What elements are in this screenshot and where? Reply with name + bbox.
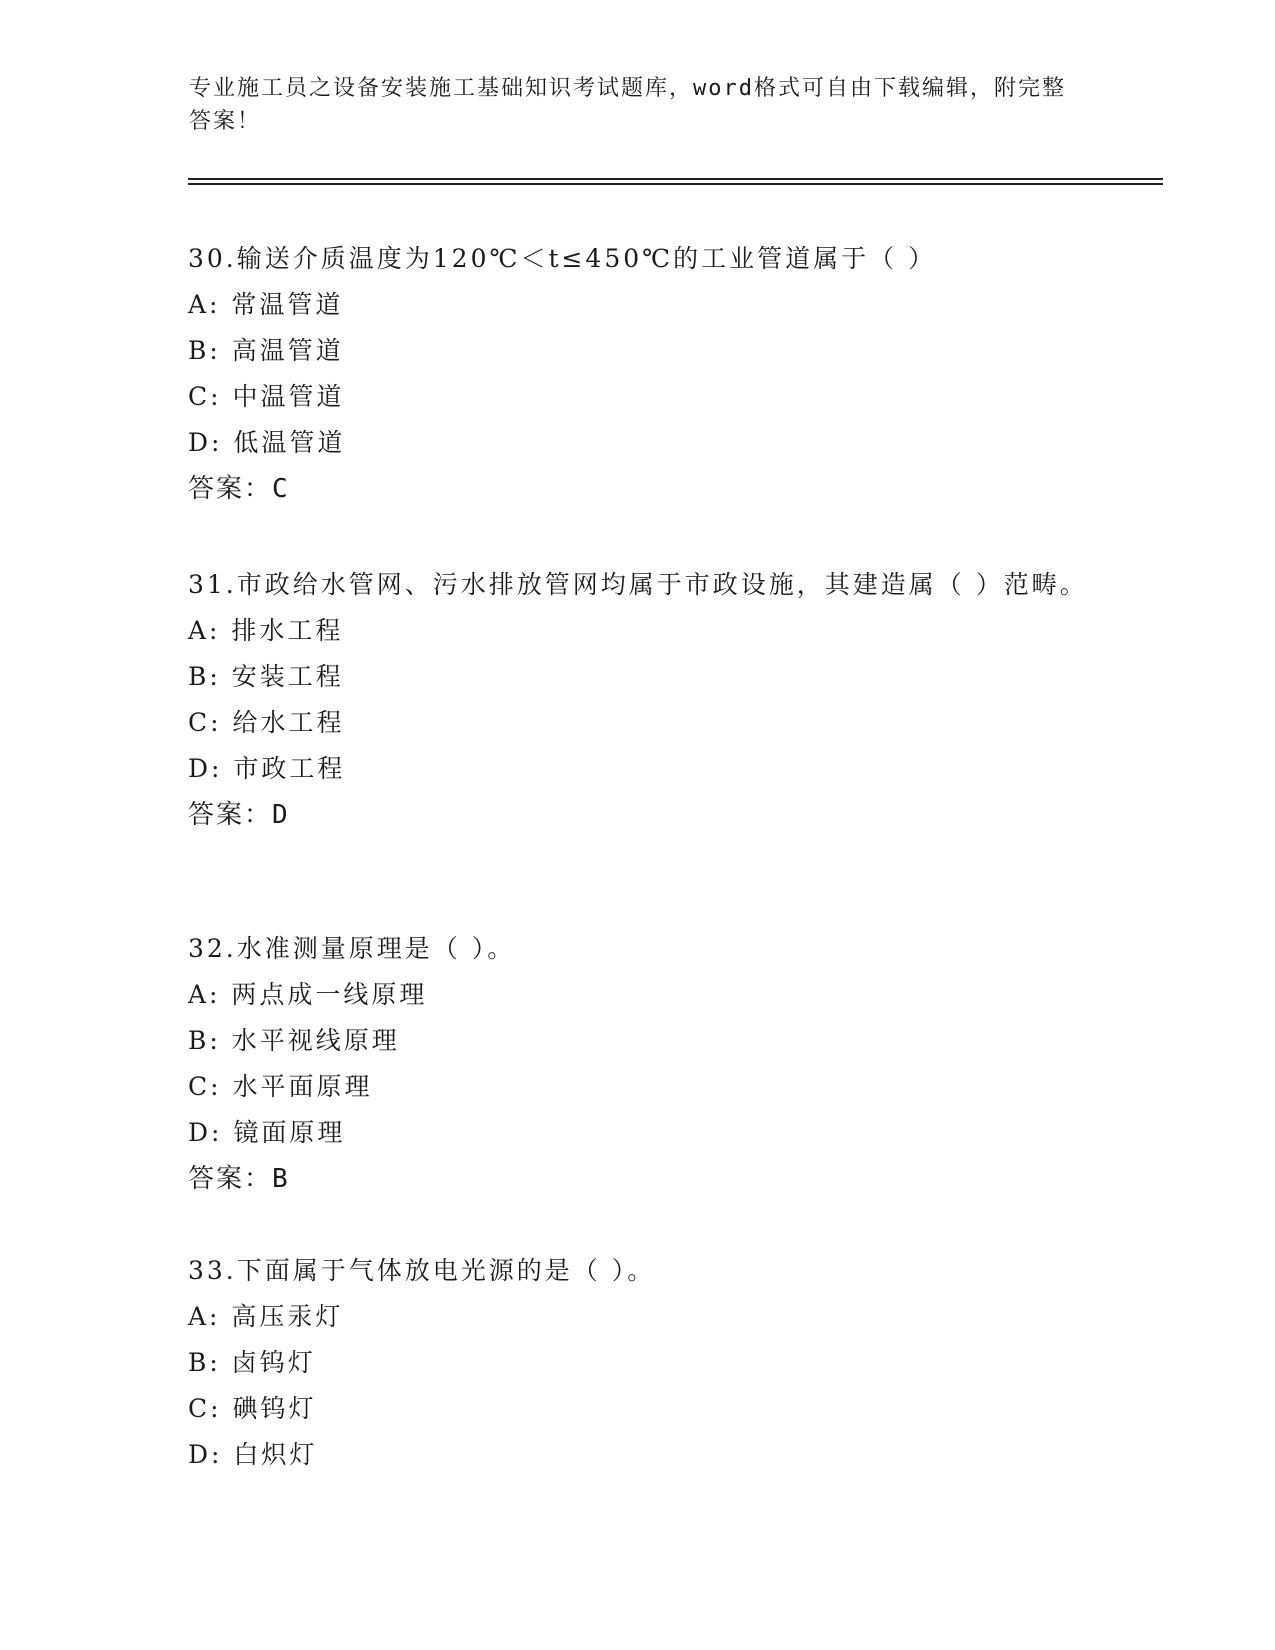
option-a: A: 高压汞灯 (188, 1302, 344, 1331)
answer: 答案：B (188, 1164, 290, 1194)
option-d: D: 镜面原理 (188, 1118, 346, 1147)
answer: 答案：C (188, 474, 290, 504)
question-30 (188, 236, 1088, 512)
question-stem: 31.市政给水管网、污水排放管网均属于市政设施，其建造属（ ）范畴。 (188, 570, 1088, 599)
document-header: 专业施工员之设备安装施工基础知识考试题库，word格式可自由下载编辑，附完整答案！ (189, 76, 1066, 134)
question-stem: 30.输送介质温度为120℃＜t≤450℃的工业管道属于（ ） (188, 244, 937, 273)
option-c: C: 碘钨灯 (188, 1394, 317, 1423)
question-32 (188, 926, 1088, 1202)
question-33 (188, 1248, 1088, 1478)
header-divider-bottom (188, 183, 1163, 185)
option-d: D: 低温管道 (188, 428, 346, 457)
option-c: C: 给水工程 (188, 708, 345, 737)
option-c: C: 中温管道 (188, 382, 345, 411)
option-a: A: 排水工程 (188, 616, 344, 645)
option-c: C: 水平面原理 (188, 1072, 373, 1101)
option-a: A: 常温管道 (188, 290, 344, 319)
question-stem: 33.下面属于气体放电光源的是（ ）。 (188, 1256, 656, 1285)
option-b: B: 水平视线原理 (188, 1026, 400, 1055)
question-31 (188, 562, 1088, 838)
option-a: A: 两点成一线原理 (188, 980, 428, 1009)
option-d: D: 市政工程 (188, 754, 346, 783)
option-b: B: 卤钨灯 (188, 1348, 316, 1377)
option-d: D: 白炽灯 (188, 1440, 318, 1469)
option-b: B: 高温管道 (188, 336, 344, 365)
header-divider-top (188, 178, 1163, 180)
answer: 答案：D (188, 800, 290, 830)
option-b: B: 安装工程 (188, 662, 344, 691)
question-stem: 32.水准测量原理是（ ）。 (188, 934, 516, 963)
